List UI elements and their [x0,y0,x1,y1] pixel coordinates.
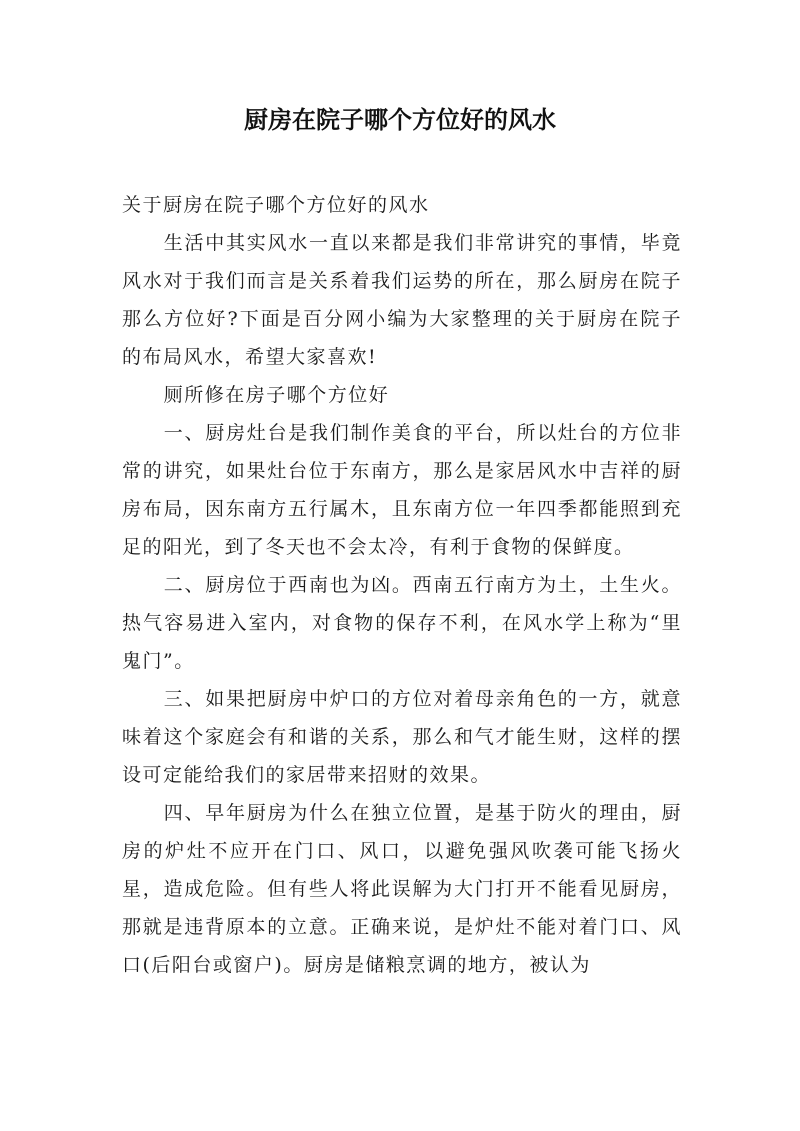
intro-line: 关于厨房在院子哪个方位好的风水 [122,194,430,216]
paragraph-point-4: 四、早年厨房为什么在独立位置，是基于防火的理由，厨房的炉灶不应开在门口、风口，以避免强风吹袭可能飞扬火星，造成危险。但有些人将此误解为大门打开不能看见厨房，那就是违背原本的立意。正确来说，是炉灶不能对着门口、风口(后阳台或窗户)。厨房是储粮烹调的地方，被认为 [122,802,682,976]
paragraph-intro: 生活中其实风水一直以来都是我们非常讲究的事情，毕竟风水对于我们而言是关系着我们运势的所在，那么厨房在院子那么方位好?下面是百分网小编为大家整理的关于厨房在院子的布局风水，希望大家喜欢! [122,232,682,368]
paragraph-point-3: 三、如果把厨房中炉口的方位对着母亲角色的一方，就意味着这个家庭会有和谐的关系，那么和气才能生财，这样的摆设可定能给我们的家居带来招财的效果。 [122,688,682,786]
section-heading: 厕所修在房子哪个方位好 [163,384,390,406]
document-body [122,186,682,984]
paragraph-point-2: 二、厨房位于西南也为凶。西南五行南方为土，土生火。热气容易进入室内，对食物的保存不利，在风水学上称为“里鬼门”。 [122,574,682,672]
document-title: 厨房在院子哪个方位好的风水 [244,106,556,134]
paragraph-point-1: 一、厨房灶台是我们制作美食的平台，所以灶台的方位非常的讲究，如果灶台位于东南方，那么是家居风水中吉祥的厨房布局，因东南方五行属木，且东南方位一年四季都能照到充足的阳光，到了冬天也不会太冷，有利于食物的保鲜度。 [122,422,682,558]
